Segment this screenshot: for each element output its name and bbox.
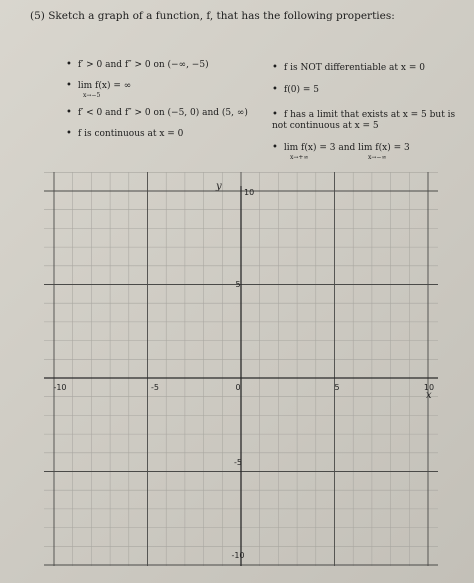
x-tick-label: -10 bbox=[53, 383, 67, 392]
x-tick-label: -5 bbox=[151, 383, 159, 392]
tick-labels bbox=[53, 181, 434, 560]
y-tick-label: 5 bbox=[235, 280, 241, 289]
problem-title: (5) Sketch a graph of a function, f, that has the following properties: bbox=[30, 10, 395, 22]
x-tick-label: 0 bbox=[235, 383, 241, 392]
x-tick-label: 10 bbox=[423, 383, 435, 392]
bullet-icon: • bbox=[66, 128, 72, 139]
property-decreasing-concave-up: • f′ < 0 and f″ > 0 on (−5, 0) and (5, ∞) bbox=[66, 107, 248, 118]
limit-subscript-pos-inf: x→+∞ bbox=[290, 154, 309, 161]
property-f-of-zero: • f(0) = 5 bbox=[272, 84, 319, 95]
bullet-icon: • bbox=[66, 80, 72, 91]
property-limit-text: lim f(x) = ∞ bbox=[77, 81, 132, 91]
y-tick-label: -10 bbox=[231, 551, 245, 560]
limit-subscript: x→−5 bbox=[83, 92, 101, 99]
property-not-differentiable: • f is NOT differentiable at x = 0 bbox=[272, 62, 425, 73]
property-horizontal-asymptote: • lim f(x) = 3 and lim f(x) = 3 x→+∞ x→−∞ bbox=[272, 142, 410, 161]
bullet-icon: • bbox=[272, 109, 278, 120]
property-limit-at-five: • f has a limit that exists at x = 5 but is not continuous at x = 5 bbox=[272, 109, 456, 131]
bullet-icon: • bbox=[66, 107, 72, 118]
y-tick-label: -5 bbox=[234, 458, 242, 467]
y-tick-label: 10 bbox=[244, 188, 255, 197]
x-axis-variable: x bbox=[426, 390, 432, 401]
y-axis-variable: y bbox=[216, 181, 222, 192]
property-continuous-at-zero: • f is continuous at x = 0 bbox=[66, 128, 184, 139]
bullet-icon: • bbox=[272, 62, 278, 73]
limit-subscript-neg-inf: x→−∞ bbox=[368, 154, 387, 161]
bullet-icon: • bbox=[272, 84, 278, 95]
x-tick-label: 5 bbox=[334, 383, 340, 392]
property-increasing-concave-up: • f′ > 0 and f″ > 0 on (−∞, −5) bbox=[66, 59, 209, 70]
bullet-icon: • bbox=[66, 59, 72, 70]
bullet-icon: • bbox=[272, 142, 278, 153]
